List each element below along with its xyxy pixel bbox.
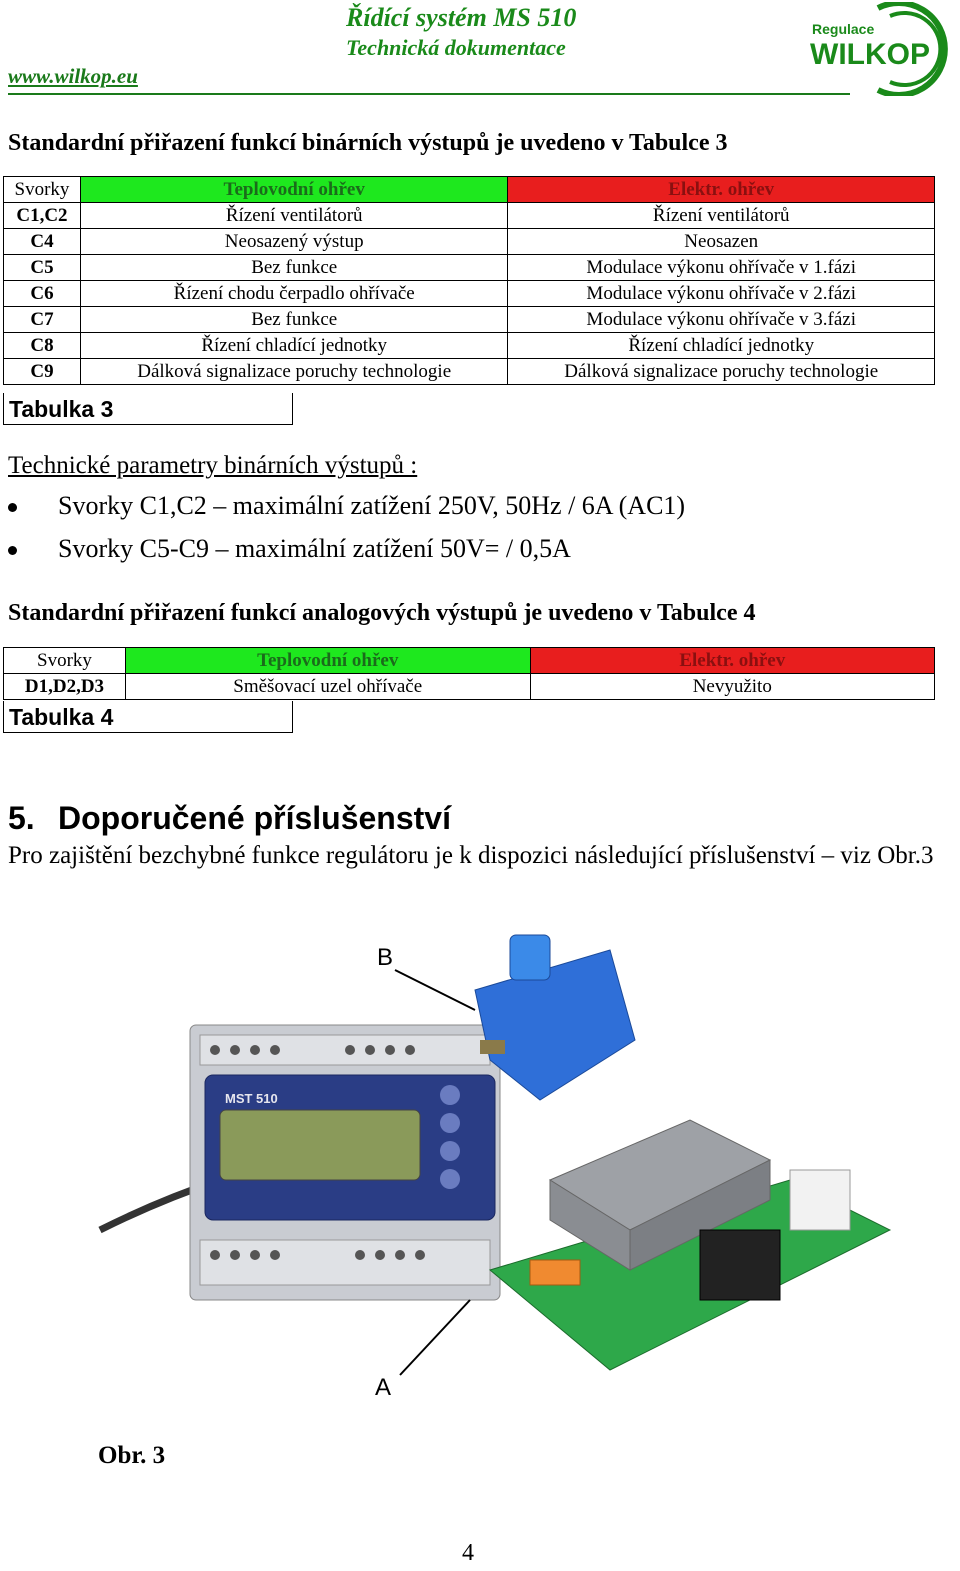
cell-water: Řízení chladící jednotky: [80, 333, 508, 359]
callout-line-b: [395, 970, 475, 1010]
cell-terminal: C1,C2: [4, 203, 81, 229]
transformer-board-illustration: [490, 1120, 890, 1370]
table-row: [4, 333, 935, 359]
cell-water: Řízení ventilátorů: [80, 203, 508, 229]
table-3: [3, 176, 935, 385]
table-header-row: [4, 648, 935, 674]
cell-water: Řízení chodu čerpadlo ohřívače: [80, 281, 508, 307]
header-water-heating: Teplovodní ohřev: [125, 648, 530, 674]
cell-terminal: C6: [4, 281, 81, 307]
callout-line-a: [400, 1300, 470, 1375]
cell-electric: Řízení chladící jednotky: [508, 333, 935, 359]
cell-terminal: C8: [4, 333, 81, 359]
device-label: MST 510: [225, 1091, 278, 1106]
wilkop-logo: [808, 2, 954, 96]
section-5-paragraph: Pro zajištění bezchybné funkce regulátoru je k dispozici následující příslušenství – viz Obr.3: [8, 842, 934, 869]
figure-caption: Obr. 3: [98, 1442, 166, 1469]
table-header-row: [4, 177, 935, 203]
document-title-block: [346, 2, 606, 62]
cell-water: Bez funkce: [80, 255, 508, 281]
table-row: [4, 229, 935, 255]
binary-outputs-heading: Standardní přiřazení funkcí binárních výstupů je uvedeno v Tabulce 3: [8, 130, 728, 156]
cell-electric: Neosazen: [508, 229, 935, 255]
page-number: 4: [462, 1540, 474, 1566]
header-electric-heating: Elektr. ohřev: [530, 648, 934, 674]
cell-water: Dálková signalizace poruchy technologie: [80, 359, 508, 385]
list-item-text: Svorky C5-C9 – maximální zatížení 50V= / 0,5A: [58, 534, 571, 563]
label-a: A: [375, 1374, 392, 1401]
controller-illustration: [190, 1025, 500, 1300]
logo-main-text: WILKOP: [810, 38, 930, 71]
header-rule: [8, 93, 850, 95]
section-5-heading: [8, 800, 451, 837]
cell-electric: Dálková signalizace poruchy technologie: [508, 359, 935, 385]
cell-terminal: C4: [4, 229, 81, 255]
document-title: Řídící systém MS 510: [346, 3, 577, 32]
cell-terminal: D1,D2,D3: [4, 674, 126, 700]
cell-water: Neosazený výstup: [80, 229, 508, 255]
header-terminals: Svorky: [4, 648, 126, 674]
document-subtitle: Technická dokumentace: [346, 35, 566, 60]
header-water-heating: Teplovodní ohřev: [80, 177, 508, 203]
section-number: 5.: [8, 800, 35, 836]
cell-electric: Nevyužito: [530, 674, 934, 700]
header-terminals: Svorky: [4, 177, 81, 203]
table-4-caption: Tabulka 4: [3, 701, 293, 733]
section-title: Doporučené příslušenství: [58, 800, 451, 836]
cell-electric: Modulace výkonu ohřívače v 1.fázi: [508, 255, 935, 281]
cell-electric: Modulace výkonu ohřívače v 2.fázi: [508, 281, 935, 307]
cell-water: Směšovací uzel ohřívače: [125, 674, 530, 700]
header-electric-heating: Elektr. ohřev: [508, 177, 935, 203]
table-row: [4, 255, 935, 281]
analog-outputs-heading: Standardní přiřazení funkcí analogových výstupů je uvedeno v Tabulce 4: [8, 600, 756, 626]
cell-water: Bez funkce: [80, 307, 508, 333]
table-3-caption: Tabulka 3: [3, 393, 293, 425]
params-title: Technické parametry binárních výstupů :: [8, 452, 418, 479]
list-item-text: Svorky C1,C2 – maximální zatížení 250V, 50Hz / 6A (AC1): [58, 491, 686, 520]
cell-terminal: C9: [4, 359, 81, 385]
accessories-photo: [90, 930, 960, 1410]
bullet-icon: [8, 546, 17, 555]
cell-terminal: C5: [4, 255, 81, 281]
table-row: [4, 307, 935, 333]
cell-electric: Řízení ventilátorů: [508, 203, 935, 229]
table-4: [3, 647, 935, 700]
website-link[interactable]: www.wilkop.eu: [8, 64, 138, 88]
cell-terminal: C7: [4, 307, 81, 333]
label-b: B: [377, 944, 394, 971]
cell-electric: Modulace výkonu ohřívače v 3.fázi: [508, 307, 935, 333]
table-row: [4, 674, 935, 700]
logo-top-text: Regulace: [812, 21, 875, 37]
bullet-icon: [8, 503, 17, 512]
table-row: [4, 359, 935, 385]
table-row: [4, 203, 935, 229]
table-row: [4, 281, 935, 307]
